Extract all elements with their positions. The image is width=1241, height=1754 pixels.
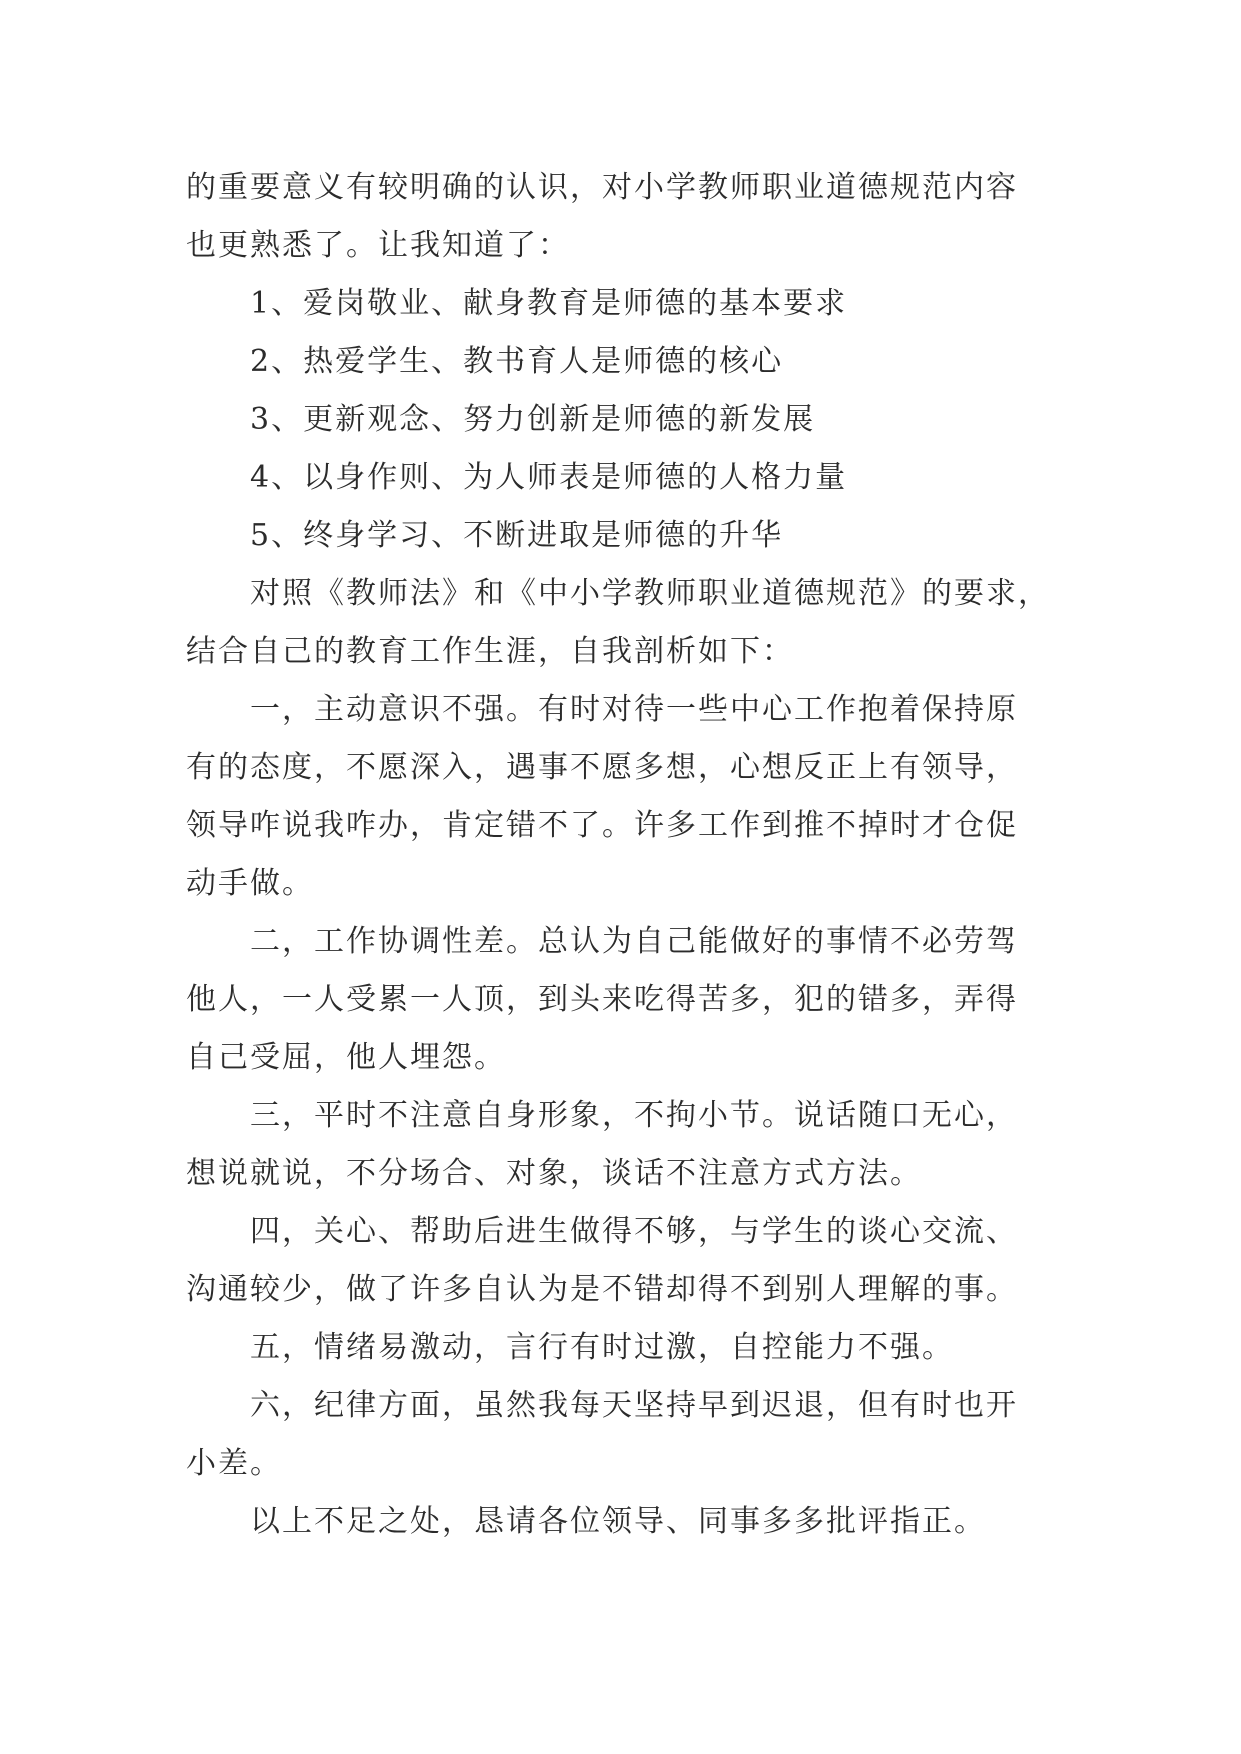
text-line: 领导咋说我咋办，肯定错不了。许多工作到推不掉时才仓促 bbox=[186, 808, 1018, 843]
text-line: 自己受屈，他人埋怨。 bbox=[186, 1040, 506, 1075]
list-item: 5、终身学习、不断进取是师德的升华 bbox=[250, 518, 784, 553]
list-item: 2、热爱学生、教书育人是师德的核心 bbox=[250, 344, 784, 379]
list-item: 4、以身作则、为人师表是师德的人格力量 bbox=[250, 460, 848, 495]
text-line: 他人，一人受累一人顶，到头来吃得苦多，犯的错多，弄得 bbox=[186, 982, 1018, 1017]
paragraph-start: 以上不足之处，恳请各位领导、同事多多批评指正。 bbox=[250, 1504, 986, 1539]
paragraph-start: 一，主动意识不强。有时对待一些中心工作抱着保持原 bbox=[250, 692, 1018, 727]
text-line: 动手做。 bbox=[186, 866, 314, 901]
paragraph-start: 三，平时不注意自身形象，不拘小节。说话随口无心， bbox=[250, 1098, 1018, 1133]
paragraph-start: 对照《教师法》和《中小学教师职业道德规范》的要求， bbox=[250, 576, 1050, 611]
document-body bbox=[186, 159, 1066, 1551]
text-line: 有的态度，不愿深入，遇事不愿多想，心想反正上有领导， bbox=[186, 750, 1018, 785]
paragraph-start: 五，情绪易激动，言行有时过激，自控能力不强。 bbox=[250, 1330, 954, 1365]
text-line: 沟通较少，做了许多自认为是不错却得不到别人理解的事。 bbox=[186, 1272, 1018, 1307]
text-line: 想说就说，不分场合、对象，谈话不注意方式方法。 bbox=[186, 1156, 922, 1191]
text-line: 结合自己的教育工作生涯，自我剖析如下： bbox=[186, 634, 794, 669]
list-item: 1、爱岗敬业、献身教育是师德的基本要求 bbox=[250, 286, 848, 321]
paragraph-start: 四，关心、帮助后进生做得不够，与学生的谈心交流、 bbox=[250, 1214, 1018, 1249]
paragraph-start: 六，纪律方面，虽然我每天坚持早到迟退，但有时也开 bbox=[250, 1388, 1018, 1423]
text-line: 小差。 bbox=[186, 1446, 282, 1481]
list-item: 3、更新观念、努力创新是师德的新发展 bbox=[250, 402, 816, 437]
paragraph-start: 二，工作协调性差。总认为自己能做好的事情不必劳驾 bbox=[250, 924, 1018, 959]
text-line: 也更熟悉了。让我知道了： bbox=[186, 228, 570, 263]
text-line: 的重要意义有较明确的认识，对小学教师职业道德规范内容 bbox=[186, 170, 1018, 205]
